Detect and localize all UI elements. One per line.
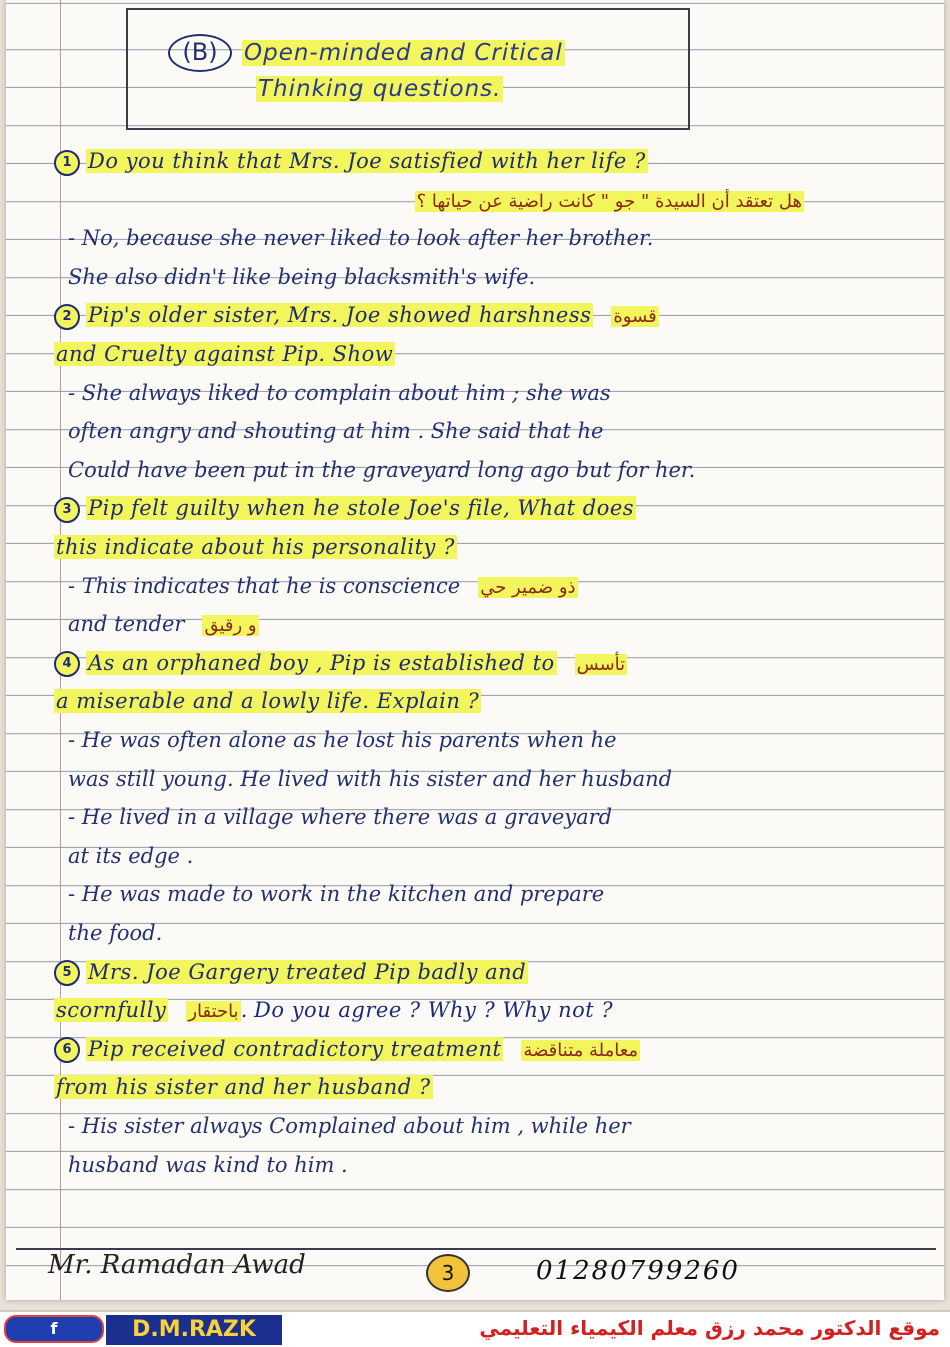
arabic-gloss: باحتقار bbox=[188, 1001, 239, 1023]
answer-text: often angry and shouting at him . She said that he bbox=[68, 419, 604, 444]
answer-text: the food. bbox=[68, 921, 163, 945]
arabic-translation-line bbox=[6, 181, 944, 219]
brand-logo: D.M.RAZK bbox=[104, 1313, 284, 1347]
notebook-page bbox=[6, 0, 944, 1300]
answer-text: was still young. He lived with his sister and her husband bbox=[68, 766, 673, 791]
question-number-badge: 2 bbox=[54, 304, 80, 330]
answer-line bbox=[6, 760, 944, 798]
question-text: this indicate about his personality ? bbox=[56, 535, 455, 559]
question-number-badge: 4 bbox=[54, 651, 80, 677]
answer-line bbox=[6, 219, 944, 257]
answer-text: - He was made to work in the kitchen and prepare bbox=[68, 882, 605, 907]
answer-line bbox=[6, 258, 944, 296]
answer-text: - This indicates that he is conscience bbox=[68, 573, 461, 598]
arabic-gloss: قسوة bbox=[613, 306, 657, 328]
page-number: 3 bbox=[426, 1254, 470, 1292]
question-text: Pip felt guilty when he stole Joe's file, What does bbox=[88, 496, 635, 521]
question-line bbox=[6, 489, 944, 527]
answer-text: - She always liked to complain about him ; she was bbox=[68, 380, 611, 405]
answer-line bbox=[6, 567, 944, 605]
question-line bbox=[6, 1068, 944, 1106]
arabic-gloss: ذو ضمير حي bbox=[480, 576, 576, 598]
question-text: scornfully bbox=[56, 998, 167, 1023]
answer-text: - No, because she never liked to look after her brother. bbox=[68, 226, 654, 251]
question-text: Mrs. Joe Gargery treated Pip badly and bbox=[88, 959, 527, 984]
answer-line bbox=[6, 605, 944, 643]
question-number-badge: 6 bbox=[54, 1037, 80, 1063]
question-text: and Cruelty against Pip. Show bbox=[56, 342, 394, 366]
question-line bbox=[6, 296, 944, 334]
answer-text: She also didn't like being blacksmith's wife. bbox=[68, 264, 536, 289]
question-text: Pip's older sister, Mrs. Joe showed harshness bbox=[88, 303, 592, 328]
arabic-text: هل تعتقد أن السيدة " جو " كانت راضية عن حياتها ؟ bbox=[416, 190, 802, 212]
section-title-line2: Thinking questions. bbox=[258, 76, 502, 102]
section-badge: (B) bbox=[168, 34, 232, 72]
question-line bbox=[6, 682, 944, 720]
answer-text: - He lived in a village where there was a graveyard bbox=[68, 805, 613, 830]
question-line bbox=[6, 1030, 944, 1068]
question-line bbox=[6, 142, 944, 180]
answer-line bbox=[6, 837, 944, 875]
answer-line bbox=[6, 374, 944, 412]
answer-line bbox=[6, 875, 944, 913]
question-line bbox=[6, 953, 944, 991]
question-line bbox=[6, 644, 944, 682]
question-line bbox=[6, 335, 944, 373]
question-text: . Do you agree ? Why ? Why not ? bbox=[240, 998, 614, 1023]
answer-line bbox=[6, 798, 944, 836]
answer-text: Could have been put in the graveyard long ago but for her. bbox=[68, 457, 696, 482]
answer-line bbox=[6, 721, 944, 759]
question-number-badge: 5 bbox=[54, 960, 80, 986]
answer-text: and tender bbox=[68, 612, 185, 637]
answer-text: - His sister always Complained about him , while her bbox=[68, 1114, 631, 1138]
arabic-gloss: و رقيق bbox=[204, 615, 257, 637]
question-number-badge: 3 bbox=[54, 497, 80, 523]
question-text: As an orphaned boy , Pip is established to bbox=[88, 650, 555, 675]
arabic-gloss: تأسس bbox=[576, 653, 626, 675]
section-title-line1: Open-minded and Critical bbox=[244, 40, 563, 66]
question-text: from his sister and her husband ? bbox=[56, 1075, 431, 1100]
question-number-badge: 1 bbox=[54, 150, 80, 176]
question-line bbox=[6, 991, 944, 1029]
answer-text: - He was often alone as he lost his parents when he bbox=[68, 728, 617, 752]
answer-line bbox=[6, 914, 944, 952]
question-text: a miserable and a lowly life. Explain ? bbox=[56, 689, 480, 714]
question-text: Pip received contradictory treatment bbox=[88, 1036, 502, 1061]
answer-line bbox=[6, 1107, 944, 1145]
site-title: موقع الدكتور محمد رزق معلم الكيمياء التعليمي bbox=[479, 1316, 940, 1340]
arabic-gloss: معاملة متناقضة bbox=[523, 1039, 639, 1061]
answer-line bbox=[6, 412, 944, 450]
answer-line bbox=[6, 451, 944, 489]
teacher-name: Mr. Ramadan Awad bbox=[48, 1250, 306, 1280]
answer-text: at its edge . bbox=[68, 843, 194, 868]
answer-line bbox=[6, 1146, 944, 1184]
question-line bbox=[6, 528, 944, 566]
question-text: Do you think that Mrs. Joe satisfied with her life ? bbox=[88, 149, 646, 173]
phone-number: 01280799260 bbox=[536, 1256, 740, 1286]
facebook-icon[interactable]: f bbox=[4, 1315, 104, 1343]
answer-text: husband was kind to him . bbox=[68, 1152, 348, 1177]
